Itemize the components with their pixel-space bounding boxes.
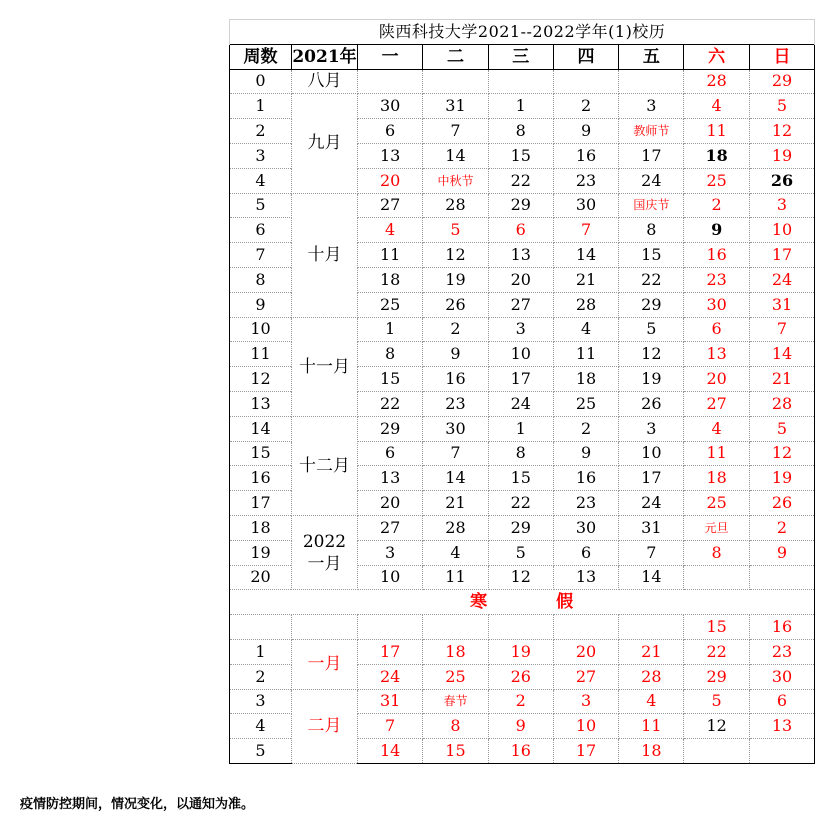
break-char-1: 寒 bbox=[470, 592, 489, 613]
day-cell: 23 bbox=[749, 639, 814, 664]
day-cell: 6 bbox=[358, 441, 423, 466]
day-cell: 26 bbox=[619, 391, 684, 416]
day-cell: 3 bbox=[488, 317, 553, 342]
day-cell: 8 bbox=[619, 218, 684, 243]
day-cell: 5 bbox=[749, 94, 814, 119]
day-cell: 30 bbox=[749, 664, 814, 689]
day-cell: 19 bbox=[749, 466, 814, 491]
day-cell: 5 bbox=[749, 416, 814, 441]
day-cell: 29 bbox=[488, 193, 553, 218]
month-aug: 八月 bbox=[292, 69, 358, 94]
day-cell: 12 bbox=[423, 243, 488, 268]
header-fri: 五 bbox=[619, 44, 684, 69]
day-cell: 16 bbox=[749, 615, 814, 640]
day-cell: 19 bbox=[488, 639, 553, 664]
day-cell: 28 bbox=[423, 515, 488, 540]
break-char-2: 假 bbox=[556, 592, 575, 613]
holiday-cell: 中秋节 bbox=[423, 168, 488, 193]
day-cell bbox=[423, 69, 488, 94]
week-number: 17 bbox=[230, 491, 292, 516]
day-cell bbox=[619, 69, 684, 94]
week-number: 7 bbox=[230, 243, 292, 268]
day-cell: 16 bbox=[488, 739, 553, 764]
day-cell: 10 bbox=[488, 342, 553, 367]
week-number: 3 bbox=[230, 143, 292, 168]
day-cell: 13 bbox=[684, 342, 749, 367]
day-cell: 2 bbox=[553, 94, 618, 119]
day-cell: 27 bbox=[553, 664, 618, 689]
day-cell: 31 bbox=[423, 94, 488, 119]
week-number: 2 bbox=[230, 664, 292, 689]
holiday-cell: 春节 bbox=[423, 689, 488, 714]
day-cell: 24 bbox=[358, 664, 423, 689]
month-jan-year: 2022 bbox=[302, 531, 347, 552]
day-cell: 5 bbox=[684, 689, 749, 714]
term-week-row bbox=[230, 416, 815, 441]
day-cell: 6 bbox=[358, 119, 423, 144]
day-cell: 29 bbox=[749, 69, 814, 94]
day-cell: 15 bbox=[423, 739, 488, 764]
day-cell: 29 bbox=[619, 292, 684, 317]
day-cell: 3 bbox=[619, 416, 684, 441]
day-cell: 8 bbox=[684, 540, 749, 565]
day-cell: 16 bbox=[423, 367, 488, 392]
day-cell: 20 bbox=[488, 267, 553, 292]
week-number: 5 bbox=[230, 193, 292, 218]
day-cell: 19 bbox=[423, 267, 488, 292]
day-cell: 22 bbox=[619, 267, 684, 292]
day-cell: 23 bbox=[684, 267, 749, 292]
day-cell: 5 bbox=[488, 540, 553, 565]
day-cell: 25 bbox=[553, 391, 618, 416]
week-number: 8 bbox=[230, 267, 292, 292]
day-cell: 2 bbox=[749, 515, 814, 540]
week-number: 18 bbox=[230, 515, 292, 540]
month-dec: 十二月 bbox=[292, 416, 358, 515]
week-number: 3 bbox=[230, 689, 292, 714]
term-week-row bbox=[230, 94, 815, 119]
week-number: 11 bbox=[230, 342, 292, 367]
day-cell: 9 bbox=[749, 540, 814, 565]
day-cell: 12 bbox=[749, 119, 814, 144]
day-cell: 31 bbox=[619, 515, 684, 540]
day-cell: 16 bbox=[553, 466, 618, 491]
day-cell: 8 bbox=[423, 714, 488, 739]
day-cell: 11 bbox=[619, 714, 684, 739]
day-cell: 3 bbox=[553, 689, 618, 714]
break-week-row bbox=[230, 639, 815, 664]
day-cell: 12 bbox=[749, 441, 814, 466]
term-week-row bbox=[230, 317, 815, 342]
day-cell: 31 bbox=[749, 292, 814, 317]
day-cell: 9 bbox=[488, 714, 553, 739]
break-month-jan: 一月 bbox=[292, 639, 358, 689]
day-cell: 25 bbox=[684, 491, 749, 516]
day-cell: 18 bbox=[358, 267, 423, 292]
day-cell: 15 bbox=[488, 143, 553, 168]
header-thu: 四 bbox=[553, 44, 618, 69]
day-cell: 29 bbox=[684, 664, 749, 689]
day-cell: 13 bbox=[358, 466, 423, 491]
week-number: 5 bbox=[230, 739, 292, 764]
day-cell: 2 bbox=[488, 689, 553, 714]
day-cell: 10 bbox=[358, 565, 423, 590]
week-number: 12 bbox=[230, 367, 292, 392]
day-cell: 21 bbox=[619, 639, 684, 664]
week-number: 9 bbox=[230, 292, 292, 317]
day-cell: 30 bbox=[553, 193, 618, 218]
month-jan-label: 一月 bbox=[307, 553, 342, 574]
day-cell: 1 bbox=[488, 416, 553, 441]
day-cell: 23 bbox=[423, 391, 488, 416]
day-cell: 25 bbox=[423, 664, 488, 689]
day-cell: 28 bbox=[684, 69, 749, 94]
day-cell: 17 bbox=[749, 243, 814, 268]
school-calendar-table bbox=[229, 19, 815, 764]
day-cell: 15 bbox=[684, 615, 749, 640]
day-cell: 20 bbox=[553, 639, 618, 664]
day-cell: 11 bbox=[684, 119, 749, 144]
day-cell: 8 bbox=[488, 119, 553, 144]
header-tue: 二 bbox=[423, 44, 488, 69]
week-number bbox=[230, 615, 292, 640]
day-cell: 5 bbox=[619, 317, 684, 342]
day-cell bbox=[553, 69, 618, 94]
day-cell: 6 bbox=[553, 540, 618, 565]
day-cell: 7 bbox=[749, 317, 814, 342]
day-cell: 26 bbox=[423, 292, 488, 317]
day-cell: 26 bbox=[749, 168, 814, 193]
day-cell: 7 bbox=[423, 441, 488, 466]
day-cell: 24 bbox=[619, 168, 684, 193]
term-week-row bbox=[230, 69, 815, 94]
day-cell: 15 bbox=[488, 466, 553, 491]
day-cell: 9 bbox=[423, 342, 488, 367]
day-cell: 20 bbox=[684, 367, 749, 392]
day-cell: 16 bbox=[684, 243, 749, 268]
day-cell: 11 bbox=[684, 441, 749, 466]
day-cell: 23 bbox=[553, 491, 618, 516]
day-cell: 28 bbox=[619, 664, 684, 689]
day-cell: 18 bbox=[553, 367, 618, 392]
day-cell: 10 bbox=[749, 218, 814, 243]
header-sat: 六 bbox=[684, 44, 749, 69]
break-month-feb: 二月 bbox=[292, 689, 358, 763]
day-cell: 10 bbox=[619, 441, 684, 466]
day-cell: 4 bbox=[619, 689, 684, 714]
title-row bbox=[230, 20, 815, 45]
header-sun: 日 bbox=[749, 44, 814, 69]
day-cell: 11 bbox=[423, 565, 488, 590]
day-cell: 11 bbox=[553, 342, 618, 367]
day-cell: 14 bbox=[423, 466, 488, 491]
month-nov: 十一月 bbox=[292, 317, 358, 416]
day-cell: 8 bbox=[488, 441, 553, 466]
week-number: 19 bbox=[230, 540, 292, 565]
week-number: 20 bbox=[230, 565, 292, 590]
day-cell: 16 bbox=[553, 143, 618, 168]
day-cell: 4 bbox=[358, 218, 423, 243]
week-number: 0 bbox=[230, 69, 292, 94]
day-cell: 12 bbox=[619, 342, 684, 367]
day-cell: 18 bbox=[684, 466, 749, 491]
day-cell: 3 bbox=[619, 94, 684, 119]
day-cell: 7 bbox=[553, 218, 618, 243]
day-cell: 24 bbox=[619, 491, 684, 516]
winter-break-banner bbox=[230, 590, 815, 615]
day-cell: 17 bbox=[488, 367, 553, 392]
day-cell: 4 bbox=[553, 317, 618, 342]
day-cell: 13 bbox=[358, 143, 423, 168]
day-cell: 2 bbox=[553, 416, 618, 441]
day-cell: 9 bbox=[684, 218, 749, 243]
month-oct: 十月 bbox=[292, 193, 358, 317]
week-number: 2 bbox=[230, 119, 292, 144]
day-cell: 24 bbox=[749, 267, 814, 292]
day-cell: 30 bbox=[684, 292, 749, 317]
day-cell: 18 bbox=[684, 143, 749, 168]
header-wed: 三 bbox=[488, 44, 553, 69]
day-cell: 7 bbox=[619, 540, 684, 565]
day-cell: 14 bbox=[749, 342, 814, 367]
day-cell bbox=[553, 615, 618, 640]
week-number: 1 bbox=[230, 94, 292, 119]
day-cell: 17 bbox=[619, 466, 684, 491]
term-week-row bbox=[230, 193, 815, 218]
day-cell: 13 bbox=[488, 243, 553, 268]
day-cell: 15 bbox=[619, 243, 684, 268]
day-cell: 17 bbox=[358, 639, 423, 664]
header-week: 周数 bbox=[230, 44, 292, 69]
day-cell: 29 bbox=[358, 416, 423, 441]
day-cell: 6 bbox=[684, 317, 749, 342]
day-cell: 30 bbox=[553, 515, 618, 540]
day-cell: 22 bbox=[358, 391, 423, 416]
day-cell: 27 bbox=[684, 391, 749, 416]
break-week-row bbox=[230, 615, 815, 640]
week-number: 10 bbox=[230, 317, 292, 342]
day-cell bbox=[749, 739, 814, 764]
day-cell: 5 bbox=[423, 218, 488, 243]
month-jan-2022 bbox=[292, 515, 358, 589]
day-cell: 22 bbox=[488, 168, 553, 193]
day-cell: 26 bbox=[749, 491, 814, 516]
day-cell: 11 bbox=[358, 243, 423, 268]
holiday-cell: 元旦 bbox=[684, 515, 749, 540]
day-cell bbox=[488, 69, 553, 94]
day-cell: 18 bbox=[619, 739, 684, 764]
day-cell: 2 bbox=[423, 317, 488, 342]
day-cell: 7 bbox=[358, 714, 423, 739]
day-cell: 8 bbox=[358, 342, 423, 367]
day-cell: 4 bbox=[423, 540, 488, 565]
day-cell: 3 bbox=[358, 540, 423, 565]
header-row bbox=[230, 44, 815, 69]
day-cell: 28 bbox=[423, 193, 488, 218]
week-number: 4 bbox=[230, 714, 292, 739]
day-cell: 17 bbox=[553, 739, 618, 764]
day-cell: 31 bbox=[358, 689, 423, 714]
calendar-title: 陕西科技大学2021--2022学年(1)校历 bbox=[230, 20, 815, 45]
break-week-row bbox=[230, 689, 815, 714]
day-cell: 6 bbox=[749, 689, 814, 714]
month-sep: 九月 bbox=[292, 94, 358, 193]
week-number: 6 bbox=[230, 218, 292, 243]
day-cell: 3 bbox=[749, 193, 814, 218]
winter-break-row bbox=[230, 590, 815, 615]
week-number: 15 bbox=[230, 441, 292, 466]
day-cell: 22 bbox=[684, 639, 749, 664]
day-cell: 12 bbox=[684, 714, 749, 739]
term-week-row bbox=[230, 515, 815, 540]
holiday-cell: 教师节 bbox=[619, 119, 684, 144]
day-cell: 27 bbox=[358, 193, 423, 218]
day-cell: 19 bbox=[619, 367, 684, 392]
day-cell bbox=[684, 565, 749, 590]
day-cell: 28 bbox=[553, 292, 618, 317]
holiday-cell: 国庆节 bbox=[619, 193, 684, 218]
day-cell: 15 bbox=[358, 367, 423, 392]
day-cell: 4 bbox=[684, 416, 749, 441]
day-cell: 1 bbox=[358, 317, 423, 342]
day-cell: 20 bbox=[358, 168, 423, 193]
week-number: 13 bbox=[230, 391, 292, 416]
day-cell: 29 bbox=[488, 515, 553, 540]
day-cell: 17 bbox=[619, 143, 684, 168]
day-cell: 24 bbox=[488, 391, 553, 416]
day-cell: 25 bbox=[684, 168, 749, 193]
day-cell: 27 bbox=[488, 292, 553, 317]
day-cell: 18 bbox=[423, 639, 488, 664]
header-year: 2021年 bbox=[292, 44, 358, 69]
week-number: 14 bbox=[230, 416, 292, 441]
day-cell: 22 bbox=[488, 491, 553, 516]
day-cell: 7 bbox=[423, 119, 488, 144]
day-cell: 20 bbox=[358, 491, 423, 516]
day-cell: 14 bbox=[423, 143, 488, 168]
day-cell bbox=[684, 739, 749, 764]
day-cell: 28 bbox=[749, 391, 814, 416]
day-cell: 9 bbox=[553, 119, 618, 144]
week-number: 1 bbox=[230, 639, 292, 664]
week-number: 4 bbox=[230, 168, 292, 193]
header-mon: 一 bbox=[358, 44, 423, 69]
day-cell: 14 bbox=[553, 243, 618, 268]
day-cell bbox=[358, 69, 423, 94]
day-cell bbox=[358, 615, 423, 640]
day-cell: 21 bbox=[423, 491, 488, 516]
day-cell: 27 bbox=[358, 515, 423, 540]
day-cell: 14 bbox=[619, 565, 684, 590]
day-cell bbox=[749, 565, 814, 590]
week-number: 16 bbox=[230, 466, 292, 491]
day-cell: 21 bbox=[749, 367, 814, 392]
day-cell: 25 bbox=[358, 292, 423, 317]
day-cell: 14 bbox=[358, 739, 423, 764]
day-cell: 12 bbox=[488, 565, 553, 590]
day-cell: 30 bbox=[358, 94, 423, 119]
day-cell bbox=[488, 615, 553, 640]
day-cell: 13 bbox=[749, 714, 814, 739]
day-cell: 1 bbox=[488, 94, 553, 119]
day-cell: 26 bbox=[488, 664, 553, 689]
day-cell: 4 bbox=[684, 94, 749, 119]
day-cell: 13 bbox=[553, 565, 618, 590]
day-cell: 9 bbox=[553, 441, 618, 466]
day-cell bbox=[423, 615, 488, 640]
day-cell: 19 bbox=[749, 143, 814, 168]
day-cell: 30 bbox=[423, 416, 488, 441]
epidemic-note: 疫情防控期间，情况变化，以通知为准。 bbox=[20, 797, 255, 812]
break-empty bbox=[292, 615, 358, 640]
day-cell: 2 bbox=[684, 193, 749, 218]
day-cell: 23 bbox=[553, 168, 618, 193]
day-cell: 10 bbox=[553, 714, 618, 739]
day-cell: 6 bbox=[488, 218, 553, 243]
day-cell: 21 bbox=[553, 267, 618, 292]
day-cell bbox=[619, 615, 684, 640]
